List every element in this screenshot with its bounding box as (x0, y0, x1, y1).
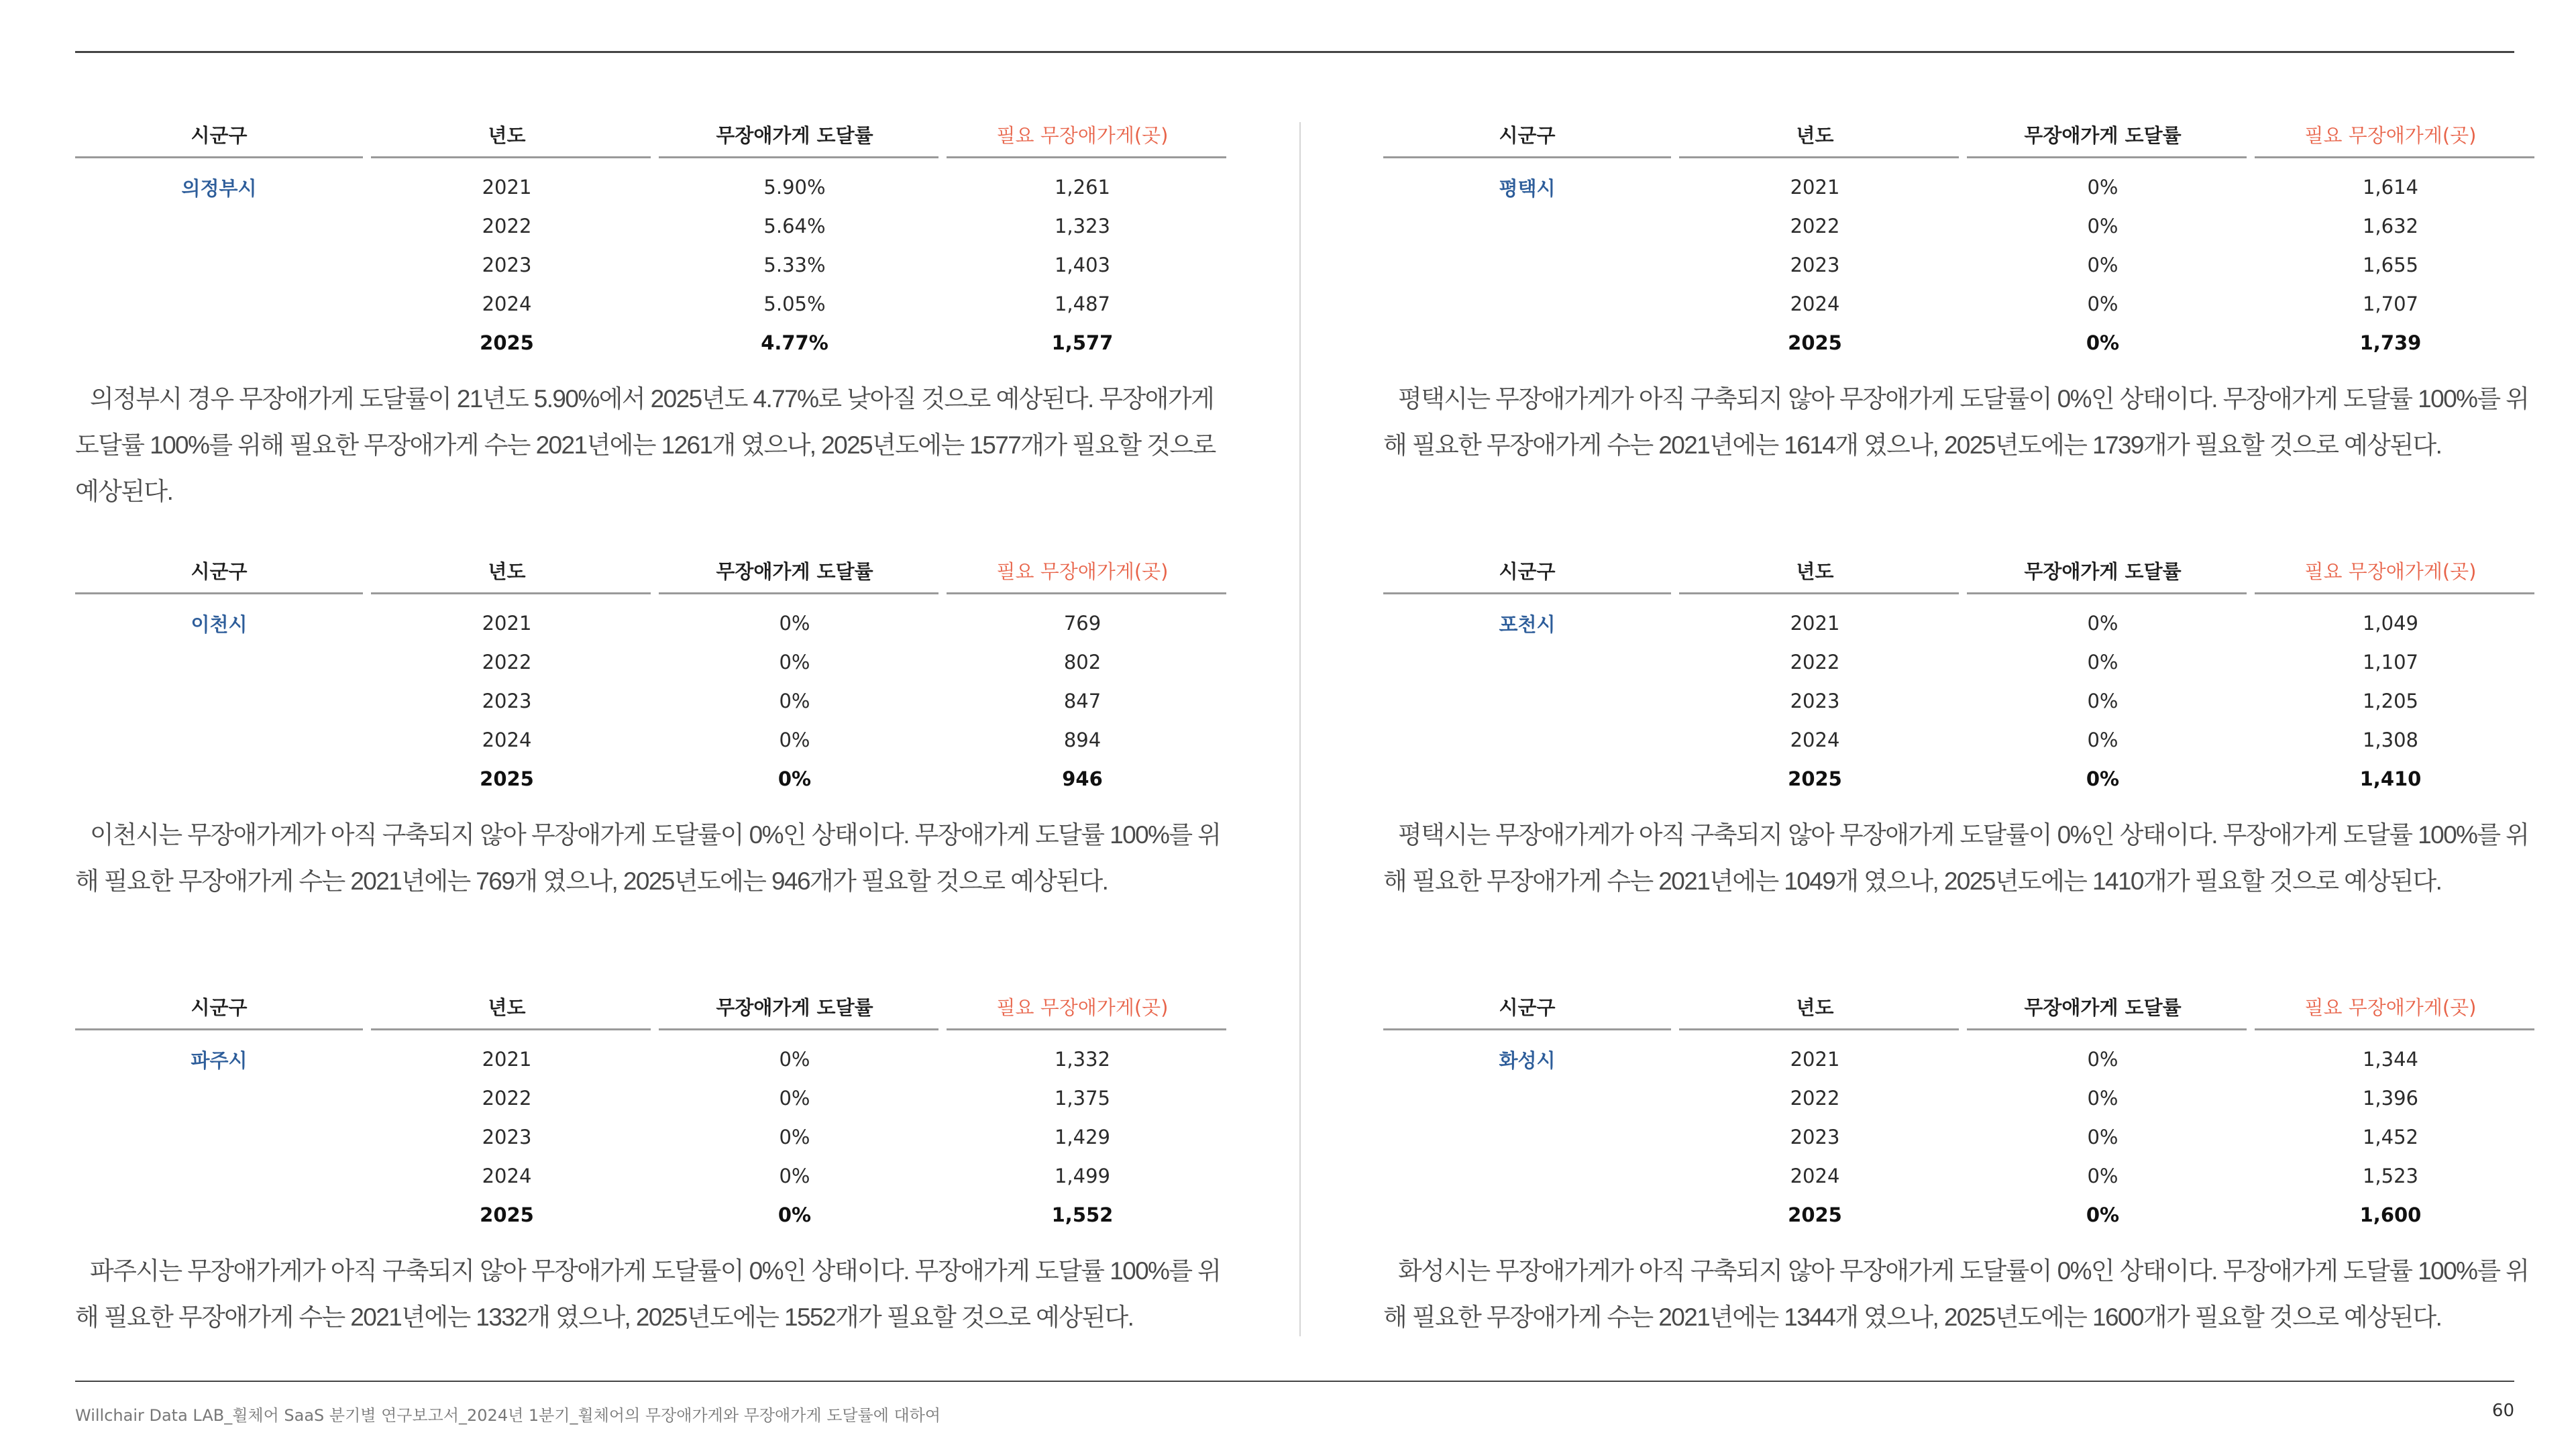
year-cell: 2024 (1790, 292, 1840, 315)
rate-cell: 0% (779, 1126, 810, 1148)
year-cell: 2021 (1790, 176, 1840, 199)
region-section (1383, 993, 2534, 1340)
table-row (75, 682, 1226, 720)
need-cell: 1,396 (2362, 1087, 2419, 1110)
rate-cell: 0% (2087, 651, 2118, 674)
need-cell: 894 (1063, 729, 1102, 751)
year-cell: 2021 (1790, 612, 1840, 635)
header-rate: 무장애가게 도달률 (1959, 121, 2247, 158)
rate-cell: 0% (2087, 1165, 2118, 1187)
rate-cell: 0% (779, 690, 810, 712)
section-description: 파주시는 무장애가게가 아직 구축되지 않아 무장애가게 도달률이 0%인 상태이다. 무장애가게 도달률 100%를 위해 필요한 무장애가게 수는 2021년에는 1332개 였으나, 2025년도에는 1552개가 필요할 것으로 예상된다. (75, 1257, 1221, 1331)
region-table (1383, 121, 2534, 362)
rate-cell: 0% (2087, 1087, 2118, 1110)
need-cell: 1,707 (2362, 292, 2419, 315)
header-year: 년도 (1671, 557, 1959, 594)
need-cell: 1,429 (1054, 1126, 1111, 1148)
year-cell: 2021 (482, 1048, 532, 1071)
year-cell: 2025 (480, 767, 534, 790)
table-row (75, 720, 1226, 759)
rate-cell: 0% (779, 1048, 810, 1071)
region-name: 화성시 (1499, 1049, 1556, 1072)
table-row (75, 207, 1226, 246)
rate-cell: 0% (2087, 254, 2118, 276)
region-name: 의정부시 (181, 176, 257, 200)
need-cell: 1,655 (2362, 254, 2419, 276)
need-cell: 1,410 (2359, 767, 2422, 790)
column-divider (1299, 122, 1301, 1336)
table-row (1383, 284, 2534, 323)
need-cell: 1,049 (2362, 612, 2419, 635)
region-section (75, 993, 1226, 1340)
header-region: 시군구 (75, 121, 363, 158)
region-table (75, 557, 1226, 798)
section-description: 의정부시 경우 무장애가게 도달률이 21년도 5.90%에서 2025년도 4.77%로 낮아질 것으로 예상된다. 무장애가게 도달률 100%를 위해 필요한 무장애가게 수는 2021년에는 1261개 였으나, 2025년도에는 1577개가 필요할 것으로 예상된다. (75, 385, 1216, 505)
rate-cell: 0% (2087, 1048, 2118, 1071)
need-cell: 802 (1063, 651, 1102, 674)
header-need: 필요 무장애가게(곳) (2247, 121, 2534, 158)
year-cell: 2022 (482, 215, 532, 237)
year-cell: 2024 (482, 292, 532, 315)
year-cell: 2025 (480, 1203, 534, 1226)
region-name: 평택시 (1499, 176, 1556, 200)
table-row (1383, 158, 2534, 207)
table-row (75, 158, 1226, 207)
year-cell: 2021 (1790, 1048, 1840, 1071)
table-row (1383, 759, 2534, 798)
bottom-rule (75, 1381, 2514, 1382)
header-need: 필요 무장애가게(곳) (938, 557, 1226, 594)
rate-cell: 0% (2087, 292, 2118, 315)
header-need: 필요 무장애가게(곳) (938, 121, 1226, 158)
header-need: 필요 무장애가게(곳) (2247, 557, 2534, 594)
year-cell: 2021 (482, 612, 532, 635)
region-table (1383, 993, 2534, 1234)
need-cell: 1,332 (1054, 1048, 1111, 1071)
table-row (75, 1118, 1226, 1157)
year-cell: 2024 (482, 1165, 532, 1187)
need-cell: 1,344 (2362, 1048, 2419, 1071)
table-row (75, 1079, 1226, 1118)
year-cell: 2022 (1790, 1087, 1840, 1110)
rate-cell: 0% (779, 1165, 810, 1187)
table-row (75, 594, 1226, 643)
header-region: 시군구 (1383, 993, 1671, 1030)
header-rate: 무장애가게 도달률 (1959, 993, 2247, 1030)
rate-cell: 0% (2087, 612, 2118, 635)
year-cell: 2025 (1788, 1203, 1842, 1226)
table-row (75, 1157, 1226, 1195)
region-name: 이천시 (191, 612, 248, 636)
rate-cell: 0% (779, 729, 810, 751)
rate-cell: 5.33% (763, 254, 826, 276)
header-year: 년도 (1671, 121, 1959, 158)
need-cell: 1,261 (1054, 176, 1111, 199)
table-row (75, 323, 1226, 362)
need-cell: 1,323 (1054, 215, 1111, 237)
need-cell: 847 (1063, 690, 1102, 712)
table-row (1383, 643, 2534, 682)
header-year: 년도 (363, 993, 651, 1030)
need-cell: 946 (1062, 767, 1103, 790)
need-cell: 1,308 (2362, 729, 2419, 751)
table-row (1383, 207, 2534, 246)
header-year: 년도 (1671, 993, 1959, 1030)
header-region: 시군구 (1383, 121, 1671, 158)
rate-cell: 5.64% (763, 215, 826, 237)
header-region: 시군구 (75, 557, 363, 594)
year-cell: 2025 (1788, 331, 1842, 354)
year-cell: 2025 (1788, 767, 1842, 790)
year-cell: 2023 (1790, 690, 1840, 712)
table-row (75, 1030, 1226, 1079)
table-row (75, 246, 1226, 284)
header-region: 시군구 (75, 993, 363, 1030)
year-cell: 2022 (1790, 215, 1840, 237)
need-cell: 1,577 (1051, 331, 1114, 354)
year-cell: 2023 (1790, 1126, 1840, 1148)
top-rule (75, 51, 2514, 53)
region-section (1383, 557, 2534, 904)
table-row (1383, 1118, 2534, 1157)
header-need: 필요 무장애가게(곳) (938, 993, 1226, 1030)
section-description: 평택시는 무장애가게가 아직 구축되지 않아 무장애가게 도달률이 0%인 상태이다. 무장애가게 도달률 100%를 위해 필요한 무장애가게 수는 2021년에는 1049개 였으나, 2025년도에는 1410개가 필요할 것으로 예상된다. (1383, 821, 2529, 895)
rate-cell: 0% (777, 1203, 812, 1226)
need-cell: 1,600 (2359, 1203, 2422, 1226)
table-row (1383, 1030, 2534, 1079)
need-cell: 1,523 (2362, 1165, 2419, 1187)
need-cell: 1,552 (1051, 1203, 1114, 1226)
need-cell: 1,739 (2359, 331, 2422, 354)
year-cell: 2025 (480, 331, 534, 354)
header-region: 시군구 (1383, 557, 1671, 594)
header-need: 필요 무장애가게(곳) (2247, 993, 2534, 1030)
header-rate: 무장애가게 도달률 (651, 121, 938, 158)
need-cell: 769 (1063, 612, 1102, 635)
table-row (1383, 682, 2534, 720)
region-table (75, 121, 1226, 362)
section-description: 화성시는 무장애가게가 아직 구축되지 않아 무장애가게 도달률이 0%인 상태이다. 무장애가게 도달률 100%를 위해 필요한 무장애가게 수는 2021년에는 1344개 였으나, 2025년도에는 1600개가 필요할 것으로 예상된다. (1383, 1257, 2529, 1331)
table-row (1383, 720, 2534, 759)
table-row (1383, 594, 2534, 643)
rate-cell: 0% (2087, 176, 2118, 199)
need-cell: 1,403 (1054, 254, 1111, 276)
table-row (75, 284, 1226, 323)
need-cell: 1,205 (2362, 690, 2419, 712)
year-cell: 2022 (1790, 651, 1840, 674)
rate-cell: 4.77% (761, 331, 828, 354)
need-cell: 1,375 (1054, 1087, 1111, 1110)
year-cell: 2024 (1790, 1165, 1840, 1187)
header-rate: 무장애가게 도달률 (651, 993, 938, 1030)
need-cell: 1,452 (2362, 1126, 2419, 1148)
need-cell: 1,614 (2362, 176, 2419, 199)
need-cell: 1,107 (2362, 651, 2419, 674)
header-rate: 무장애가게 도달률 (651, 557, 938, 594)
region-table (75, 993, 1226, 1234)
rate-cell: 0% (2087, 690, 2118, 712)
rate-cell: 0% (777, 767, 812, 790)
rate-cell: 0% (2087, 729, 2118, 751)
table-row (75, 1195, 1226, 1234)
section-description: 평택시는 무장애가게가 아직 구축되지 않아 무장애가게 도달률이 0%인 상태이다. 무장애가게 도달률 100%를 위해 필요한 무장애가게 수는 2021년에는 1614개 였으나, 2025년도에는 1739개가 필요할 것으로 예상된다. (1383, 385, 2529, 459)
table-row (1383, 1195, 2534, 1234)
header-year: 년도 (363, 121, 651, 158)
year-cell: 2023 (482, 690, 532, 712)
year-cell: 2023 (1790, 254, 1840, 276)
rate-cell: 0% (779, 651, 810, 674)
rate-cell: 5.05% (763, 292, 826, 315)
year-cell: 2023 (482, 254, 532, 276)
table-row (1383, 323, 2534, 362)
rate-cell: 0% (779, 612, 810, 635)
year-cell: 2023 (482, 1126, 532, 1148)
table-row (75, 759, 1226, 798)
rate-cell: 0% (2086, 331, 2120, 354)
year-cell: 2022 (482, 1087, 532, 1110)
table-row (1383, 246, 2534, 284)
section-description: 이천시는 무장애가게가 아직 구축되지 않아 무장애가게 도달률이 0%인 상태이다. 무장애가게 도달률 100%를 위해 필요한 무장애가게 수는 2021년에는 769개 였으나, 2025년도에는 946개가 필요할 것으로 예상된다. (75, 821, 1221, 895)
need-cell: 1,487 (1054, 292, 1111, 315)
need-cell: 1,632 (2362, 215, 2419, 237)
year-cell: 2024 (1790, 729, 1840, 751)
region-table (1383, 557, 2534, 798)
year-cell: 2024 (482, 729, 532, 751)
rate-cell: 5.90% (763, 176, 826, 199)
rate-cell: 0% (2086, 1203, 2120, 1226)
rate-cell: 0% (2086, 767, 2120, 790)
footer-text: Willchair Data LAB_휠체어 SaaS 분기별 연구보고서_2024년 1분기_휠체어의 무장애가게와 무장애가게 도달률에 대하여 (75, 1406, 941, 1425)
year-cell: 2021 (482, 176, 532, 199)
table-row (1383, 1157, 2534, 1195)
region-name: 포천시 (1499, 612, 1556, 636)
table-row (1383, 1079, 2534, 1118)
region-section (1383, 121, 2534, 468)
header-rate: 무장애가게 도달률 (1959, 557, 2247, 594)
year-cell: 2022 (482, 651, 532, 674)
region-name: 파주시 (191, 1049, 248, 1072)
page-number: 60 (2491, 1401, 2514, 1421)
table-row (75, 643, 1226, 682)
region-section (75, 121, 1226, 515)
region-section (75, 557, 1226, 904)
rate-cell: 0% (2087, 215, 2118, 237)
need-cell: 1,499 (1054, 1165, 1111, 1187)
header-year: 년도 (363, 557, 651, 594)
rate-cell: 0% (2087, 1126, 2118, 1148)
rate-cell: 0% (779, 1087, 810, 1110)
